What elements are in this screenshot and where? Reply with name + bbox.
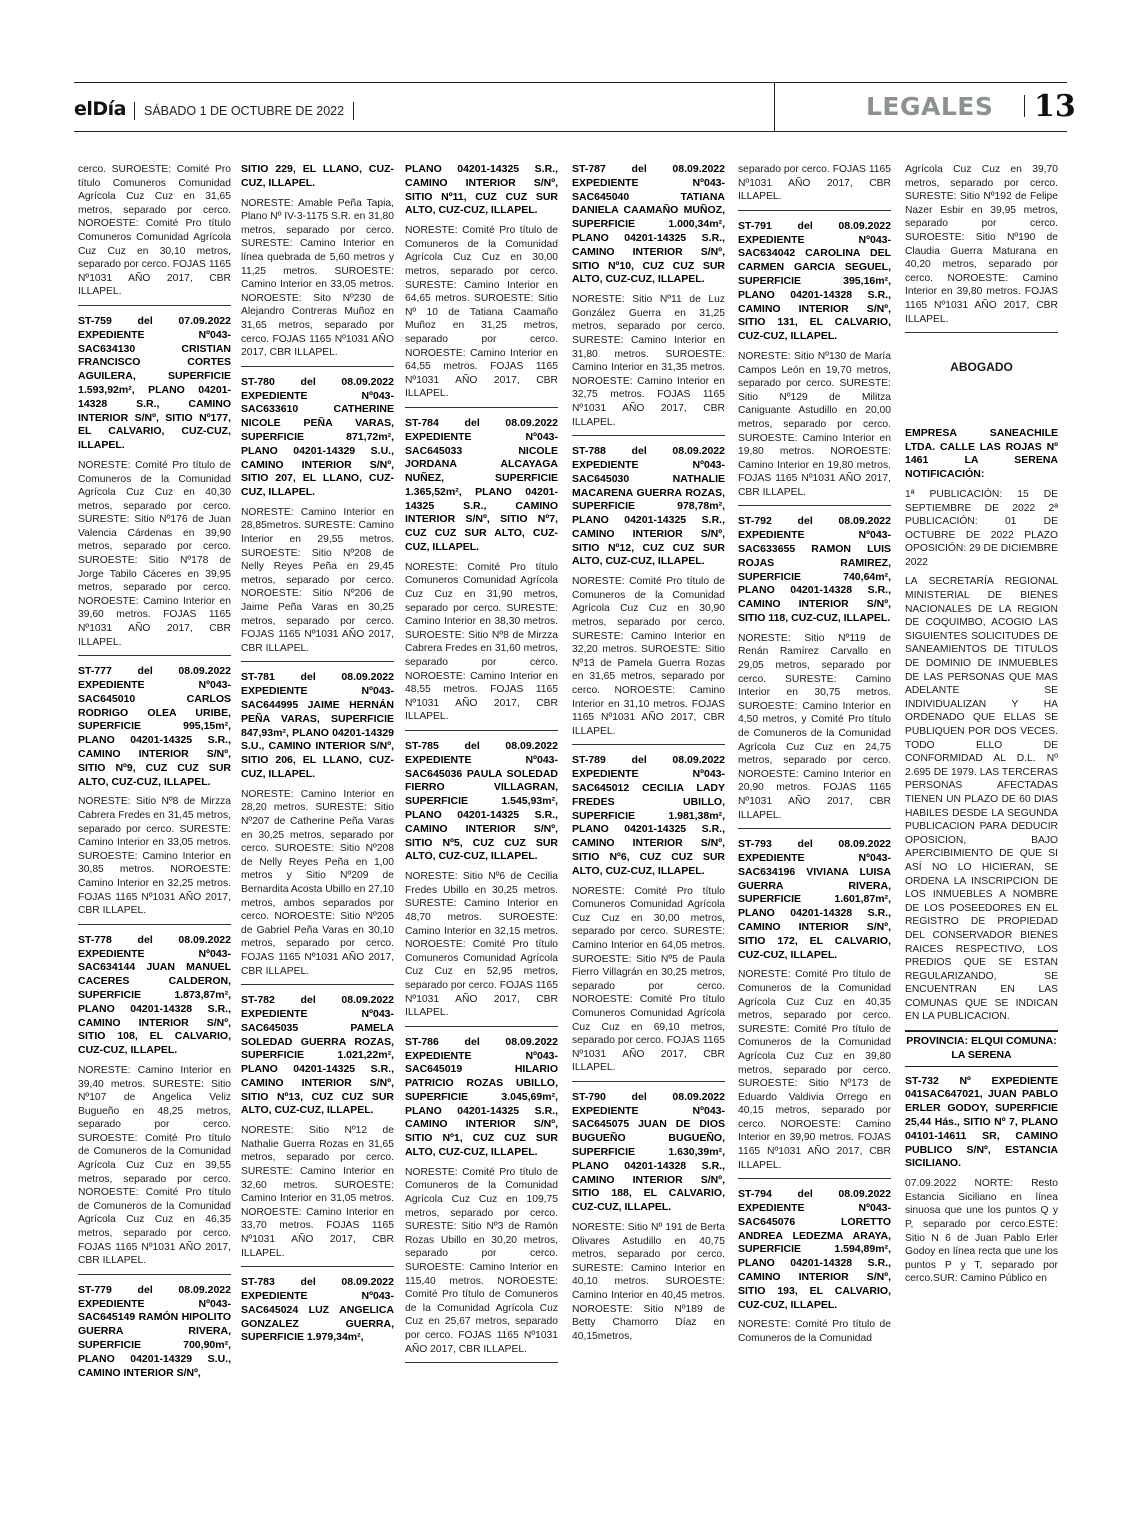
notice-heading: ST-778 del 08.09.2022 EXPEDIENTE Nº043-SAC634144 JUAN MANUEL CACERES CALDERON, SUPERFICIE 1.873,87m², PLANO 04201-14328 S.R., CAMINO INTERIOR S/Nº, SITIO 108, EL CALVARIO, CUZ-CUZ, ILLAPEL.: [78, 933, 231, 1057]
header-divider: [1024, 95, 1025, 117]
notice-heading: ST-783 del 08.09.2022 EXPEDIENTE Nº043-SAC645024 LUZ ANGELICA GONZALEZ GUERRA, SUPERFICIE 1.979,34m²,: [241, 1276, 394, 1344]
notice-divider: [572, 1081, 725, 1082]
notice-body: NORESTE: Sitio Nº 191 de Berta Olivares Astudillo en 40,75 metros, separado por cerco. SURESTE: Camino Interior en 40,10 metros. SUROESTE: Camino Interior en 40,45 metros. NOROESTE: Sitio Nº189 de Betty Chamorro Díaz en 40,15metros,: [572, 1222, 725, 1342]
notice-divider: [241, 1266, 394, 1267]
notice-divider: [78, 924, 231, 925]
notice-heading: ST-781 del 08.09.2022 EXPEDIENTE Nº043-SAC644995 JAIME HERNÁN PEÑA VARAS, SUPERFICIE 847,93m², PLANO 04201-14329 S.U., CAMINO INTERIOR S/Nº, SITIO 206, EL LLANO, CUZ-CUZ, ILLAPEL.: [241, 671, 394, 780]
notice-body: 07.09.2022 NORTE: Resto Estancia Siciliano en línea sinuosa que une los puntos Q y P, separado por cerco.ESTE: Sitio N 6 de Juan Pablo Erler Godoy en línea recta que une los puntos P y T, separado por cerco.SUR: Camino Público en: [905, 1178, 1058, 1285]
notice-heading: ST-786 del 08.09.2022 EXPEDIENTE Nº043-SAC645019 HILARIO PATRICIO ROZAS UBILLO, SUPERFICIE 3.045,69m², PLANO 04201-14325 S.R., CAMINO INTERIOR S/Nº, SITIO Nº1, CUZ CUZ SUR ALTO, CUZ-CUZ, ILLAPEL.: [405, 1035, 558, 1159]
page-header: [74, 82, 1076, 132]
notice-heading: EMPRESA SANEACHILE LTDA. CALLE LAS ROJAS Nº 1461 LA SERENA NOTIFICACIÓN:: [905, 426, 1058, 481]
notice-heading: ST-777 del 08.09.2022 EXPEDIENTE Nº043-SAC645010 CARLOS RODRIGO OLEA URIBE, SUPERFICIE 995,15m², PLANO 04201-14325 S.R., CAMINO INTERIOR S/Nº, SITIO Nº9, CUZ CUZ SUR ALTO, CUZ-CUZ, ILLAPEL.: [78, 665, 231, 788]
notice-heading: ST-782 del 08.09.2022 EXPEDIENTE Nº043-SAC645035 PAMELA SOLEDAD GUERRA ROZAS, SUPERFICIE 1.021,22m², PLANO 04201-14325 S.R., CAMINO INTERIOR S/Nº, SITIO Nº13, CUZ CUZ SUR ALTO, CUZ-CUZ, ILLAPEL.: [241, 994, 394, 1117]
notice-heading: ST-779 del 08.09.2022 EXPEDIENTE Nº043-SAC645149 RAMÓN HIPOLITO GUERRA RIVERA, SUPERFICIE 700,90m², PLANO 04201-14329 S.U., CAMINO INTERIOR S/Nº,: [78, 1283, 231, 1379]
notice-divider: [78, 655, 231, 656]
notice-divider: [738, 505, 891, 506]
header-divider: [134, 102, 135, 120]
notice-body: NORESTE: Camino Interior en 28,85metros. SURESTE: Camino Interior en 29,55 metros. SUROESTE: Sitio Nº208 de Nelly Reyes Peña en 29,45 metros, separado por cerco. NOROESTE: Sitio Nº206 de Jaime Peña Varas en 30,25 metros, separado por cerco. FOJAS 1165 Nº1031 AÑO 2017, CBR ILLAPEL.: [241, 506, 394, 654]
column-4: [572, 163, 725, 1349]
notice-heading: ST-789 del 08.09.2022 EXPEDIENTE Nº043-SAC645012 CECILIA LADY FREDES UBILLO, SUPERFICIE 1.981,38m², PLANO 04201-14325 S.R., CAMINO INTERIOR S/Nº, SITIO Nº6, CUZ CUZ SUR ALTO, CUZ-CUZ, ILLAPEL.: [572, 754, 725, 877]
notice-heading: PLANO 04201-14325 S.R., CAMINO INTERIOR S/Nº, SITIO Nº11, CUZ CUZ SUR ALTO, CUZ-CUZ, ILLAPEL.: [405, 163, 558, 217]
notice-body: NORESTE: Camino Interior en 28,20 metros. SURESTE: Sitio Nº207 de Catherine Peña Varas en 30,25 metros, separado por cerco. SUROESTE: Sitio Nº208 de Nelly Reyes Peña en 1,00 metros y Sitio Nº209 de Bernardita Acosta Ubillo en 27,10 metros, ambos separados por cerco. NOROESTE: Sitio Nº205 de Gabriel Peña Varas en 30,10 metros, separado por cerco. FOJAS 1165 Nº1031 AÑO 2017, CBR ILLAPEL.: [241, 788, 394, 977]
notice-divider: [405, 1362, 558, 1363]
notice-heading: ST-780 del 08.09.2022 EXPEDIENTE Nº043-SAC633610 CATHERINE NICOLE PEÑA VARAS, SUPERFICIE 871,72m², PLANO 04201-14329 S.U., CAMINO INTERIOR S/Nº, SITIO 207, EL LLANO, CUZ-CUZ, ILLAPEL.: [241, 375, 394, 499]
notice-body: NORESTE: Sitio Nº8 de Mirzza Cabrera Fredes en 31,45 metros, separado por cerco. SURESTE: Camino Interior en 33,05 metros. SUROESTE: Camino Interior en 30,85 metros. NOROESTE: Camino Interior en 32,25 metros. FOJAS 1165 Nº1031 AÑO 2017, CBR ILLAPEL.: [78, 796, 231, 917]
column-1: [78, 163, 231, 1386]
province-label: PROVINCIA: ELQUI COMUNA: LA SERENA: [906, 1035, 1057, 1061]
notice-divider: [572, 744, 725, 745]
notice-divider: [241, 984, 394, 985]
notice-divider: [738, 210, 891, 211]
notice-divider: [405, 730, 558, 731]
notice-body: NORESTE: Comité Pro título Comuneros Comunidad Agrícola Cuz Cuz en 30,00 metros, separado por cerco. SURESTE: Camino Interior en 64,05 metros. SUROESTE: Sitio Nº5 de Paula Fierro Villagrán en 30,25 metros, separado por cerco. NOROESTE: Comité Pro título Comuneros Comunidad Agrícola Cuz Cuz en 69,10 metros, separado por cerco. FOJAS 1165 Nº1031 AÑO 2017, CBR ILLAPEL.: [572, 885, 725, 1074]
notice-divider: [78, 305, 231, 306]
province-box: [905, 1030, 1058, 1067]
notice-body: Agrícola Cuz Cuz en 39,70 metros, separado por cerco. SURESTE: Sitio Nº192 de Felipe Nazer Esbir en 39,95 metros, separado por cerco. SUROESTE: Sitio Nº190 de Claudia Guerra Maturana en 40,20 metros, separado por cerco. NOROESTE: Camino Interior en 39,80 metros. FOJAS 1165 Nº1031 AÑO 2017, CBR ILLAPEL.: [905, 164, 1058, 325]
notice-divider: [405, 1026, 558, 1027]
notice-heading: ST-792 del 08.09.2022 EXPEDIENTE Nº043-SAC633655 RAMON LUIS ROJAS RAMIREZ, SUPERFICIE 740,64m², PLANO 04201-14328 S.R., CAMINO INTERIOR S/Nº, SITIO 118, CUZ-CUZ, ILLAPEL.: [738, 515, 891, 625]
notice-body: NORESTE: Sitio Nº12 de Nathalie Guerra Rozas en 31,65 metros, separado por cerco. SURESTE: Camino Interior en 32,60 metros. SUROESTE: Camino Interior en 31,05 metros. NOROESTE: Camino Interior en 33,70 metros. FOJAS 1165 Nº1031 AÑO 2017, CBR ILLAPEL.: [241, 1125, 394, 1259]
notice-divider: [738, 1178, 891, 1179]
notice-body: NORESTE: Comité Pro título de Comuneros de la Comunidad Agrícola Cuz Cuz en 40,30 metros, separado por cerco. SURESTE: Sitio Nº176 de Juan Valencia Cárdenas en 39,90 metros, separado por cerco. SUROESTE: Sitio Nº178 de Jorge Tabilo Cáceres en 39,95 metros, separado por cerco. NOROESTE: Camino Interior en 39,60 metros. FOJAS 1165 Nº1031 AÑO 2017, CBR ILLAPEL.: [78, 459, 231, 648]
notice-heading: ST-784 del 08.09.2022 EXPEDIENTE Nº043-SAC645033 NICOLE JORDANA ALCAYAGA NUÑEZ, SUPERFICIE 1.365,52m², PLANO 04201-14325 S.R., CAMINO INTERIOR S/Nº, SITIO Nº7, CUZ CUZ SUR ALTO, CUZ-CUZ, ILLAPEL.: [405, 416, 558, 554]
notice-body: NORESTE: Comité Pro título de Comuneros de la Comunidad Agrícola Cuz Cuz en 109,75 metros, separado por cerco. SURESTE: Sitio Nº3 de Ramón Rozas Ubillo en 30,20 metros, separado por cerco. SUROESTE: Camino Interior en 115,40 metros. NOROESTE: Comité Pro título de Comuneros de la Comunidad Agrícola Cuz Cuz en 25,67 metros, separado por cerco. FOJAS 1165 Nº1031 AÑO 2017, CBR ILLAPEL.: [405, 1166, 558, 1355]
notice-body: NORESTE: Comité Pro título de Comuneros de la Comunidad Agrícola Cuz Cuz en 30,00 metros, separado por cerco. SURESTE: Camino Interior en 64,65 metros. SUROESTE: Sitio Nº 10 de Tatiana Caamaño Muñoz en 31,25 metros, separado por cerco. NOROESTE: Camino Interior en 64,55 metros. FOJAS 1165 Nº1031 AÑO 2017, CBR ILLAPEL.: [405, 225, 558, 400]
issue-date: SÁBADO 1 DE OCTUBRE DE 2022: [144, 104, 345, 118]
notice-heading: ST-759 del 07.09.2022 EXPEDIENTE Nº043-SAC634130 CRISTIAN FRANCISCO CORTES AGUILERA, SUPERFICIE 1.593,92m², PLANO 04201-14328 S.R., CAMINO INTERIOR S/Nº, SITIO Nº177, EL CALVARIO, CUZ-CUZ, ILLAPEL.: [78, 314, 231, 452]
notice-body: NORESTE: Sitio Nº130 de María Campos León en 19,70 metros, separado por cerco. SURESTE: Sitio Nº129 de Militza Caniguante Astudillo en 20,00 metros, separado por cerco. SUROESTE: Camino Interior en 19,80 metros. NOROESTE: Camino Interior en 19,80 metros. FOJAS 1165 Nº1031 AÑO 2017, CBR ILLAPEL.: [738, 350, 891, 498]
notice-heading: ST-785 del 08.09.2022 EXPEDIENTE Nº043-SAC645036 PAULA SOLEDAD FIERRO VILLAGRAN, SUPERFICIE 1.545,93m², PLANO 04201-14325 S.R., CAMINO INTERIOR S/Nº, SITIO Nº5, CUZ CUZ SUR ALTO, CUZ-CUZ, ILLAPEL.: [405, 740, 558, 863]
category-heading: ABOGADO: [950, 360, 1013, 375]
notice-divider: [78, 1274, 231, 1275]
notice-body: NORESTE: Comité Pro título de Comuneros de la Comunidad Agrícola Cuz Cuz en 30,90 metros, separado por cerco. SURESTE: Camino Interior en 32,20 metros. SUROESTE: Sitio Nº13 de Pamela Guerra Rozas en 31,65 metros, separado por cerco. NOROESTE: Camino Interior en 31,10 metros. FOJAS 1165 Nº1031 AÑO 2017, CBR ILLAPEL.: [572, 576, 725, 737]
column-3: [405, 163, 558, 1372]
notice-body: 1ª PUBLICACIÓN: 15 DE SEPTIEMBRE DE 2022 2ª PUBLICACIÓN: 01 DE OCTUBRE DE 2022 PLAZO OPOSICIÓN: 29 DE DICIEMBRE 2022: [905, 488, 1058, 568]
notice-divider: [241, 661, 394, 662]
notice-heading: ST-791 del 08.09.2022 EXPEDIENTE Nº043-SAC634042 CAROLINA DEL CARMEN GARCIA SEGUEL, SUPERFICIE 395,16m², PLANO 04201-14328 S.R., CAMINO INTERIOR S/Nº, SITIO 131, EL CALVARIO, CUZ-CUZ, ILLAPEL.: [738, 219, 891, 343]
column-5: [738, 163, 891, 1352]
header-divider: [774, 82, 775, 131]
notice-divider: [405, 407, 558, 408]
notice-heading: ST-793 del 08.09.2022 EXPEDIENTE Nº043-SAC634196 VIVIANA LUISA GUERRA RIVERA, SUPERFICIE 1.601,87m², PLANO 04201-14328 S.R., CAMINO INTERIOR S/Nº, SITIO 172, EL CALVARIO, CUZ-CUZ, ILLAPEL.: [738, 838, 891, 961]
notice-body: NORESTE: Comité Pro título de Comuneros de la Comunidad Agrícola Cuz Cuz en 40,35 metros, separado por cerco. SURESTE: Comité Pro título de Comuneros de la Comunidad Agrícola Cuz Cuz en 39,80 metros, separado por cerco. SUROESTE: Sitio Nº173 de Eduardo Valdivia Orrego en 40,15 metros, separado por cerco. NOROESTE: Camino Interior en 39,90 metros. FOJAS 1165 Nº1031 AÑO 2017, CBR ILLAPEL.: [738, 969, 891, 1171]
notice-heading: ST-732 Nº EXPEDIENTE 041SAC647021, JUAN PABLO ERLER GODOY, SUPERFICIE 25,44 Hás., SITIO Nº 7, PLANO 04101-14611 SR, CAMINO PUBLICO S/Nº, ESTANCIA SICILIANO.: [905, 1074, 1058, 1170]
notice-body: NORESTE: Comité Pro título Comuneros Comunidad Agrícola Cuz Cuz en 31,90 metros, separado por cerco. SURESTE: Camino Interior en 38,30 metros. SUROESTE: Sitio Nº8 de Mirzza Cabrera Fredes en 31,60 metros, separado por cerco. NOROESTE: Camino Interior en 48,55 metros. FOJAS 1165 Nº1031 AÑO 2017, CBR ILLAPEL.: [405, 561, 558, 723]
column-2: [241, 163, 394, 1351]
notice-heading: ST-794 del 08.09.2022 EXPEDIENTE Nº043-SAC645076 LORETTO ANDREA LEDEZMA ARAYA, SUPERFICIE 1.594,89m², PLANO 04201-14328 S.R., CAMINO INTERIOR S/Nº, SITIO 193, EL CALVARIO, CUZ-CUZ, ILLAPEL.: [738, 1188, 891, 1311]
notice-heading: ST-787 del 08.09.2022 EXPEDIENTE Nº043-SAC645040 TATIANA DANIELA CAAMAÑO MUÑOZ, SUPERFICIE 1.000,34m², PLANO 04201-14325 S.R., CAMINO INTERIOR S/Nº, SITIO Nº10, CUZ CUZ SUR ALTO, CUZ-CUZ, ILLAPEL.: [572, 163, 725, 286]
notice-divider: [738, 828, 891, 829]
page-number: 13: [1034, 89, 1076, 124]
notice-body: NORESTE: Comité Pro título de Comuneros de la Comunidad: [738, 1319, 891, 1345]
notice-heading: ST-790 del 08.09.2022 EXPEDIENTE Nº043-SAC645075 JUAN DE DIOS BUGUEÑO BUGUEÑO, SUPERFICIE 1.630,39m², PLANO 04201-14328 S.R., CAMINO INTERIOR S/Nº, SITIO 188, EL CALVARIO, CUZ-CUZ, ILLAPEL.: [572, 1090, 725, 1214]
newspaper-logo: elDía: [74, 98, 127, 120]
header-divider: [353, 102, 354, 120]
notice-heading: SITIO 229, EL LLANO, CUZ-CUZ, ILLAPEL.: [241, 163, 394, 189]
notice-divider: [241, 366, 394, 367]
notice-body: LA SECRETARÍA REGIONAL MINISTERIAL DE BIENES NACIONALES DE LA REGION DE COQUIMBO, ACOGIO LAS SIGUIENTES SOLICITUDES DE SANEAMIENTOS DE TITULOS DE DOMINIO DE INMUEBLES DE LAS PERSONAS QUE MAS ADELANTE SE INDIVIDUALIZAN Y HA ORDENADO QUE ELLAS SE PUBLIQUEN POR DOS VECES. TODO ELLO DE CONFORMIDAD AL D.L. Nº 2.695 DE 1979. LAS TERCERAS PERSONAS AFECTADAS TIENEN UN PLAZO DE 60 DIAS HABILES DESDE LA SEGUNDA PUBLICACION PARA DEDUCIR OPOSICION, BAJO APERCIBIMIENTO DE QUE SI ASÍ NO LO HICIERAN, SE ORDENA LA INSCRIPCION DE LOS INMUEBLES A NOMBRE DE LOS POSEEDORES EN EL REGISTRO DE PROPIEDAD DEL CONSERVADOR BIENES RAICES RESPECTIVO, LOS PREDIOS QUE SE ESTAN REGULARIZANDO, SE ENCUENTRAN EN LAS COMUNAS QUE SE INDICAN EN LA PUBLICACION.: [905, 576, 1058, 1023]
notice-heading: ST-788 del 08.09.2022 EXPEDIENTE Nº043-SAC645030 NATHALIE MACARENA GUERRA ROZAS, SUPERFICIE 978,78m², PLANO 04201-14325 S.R., CAMINO INTERIOR S/Nº, SITIO Nº12, CUZ CUZ SUR ALTO, CUZ-CUZ, ILLAPEL.: [572, 445, 725, 568]
notice-body: cerco. SUROESTE: Comité Pro título Comuneros Comunidad Agrícola Cuz Cuz en 31,65 metros, separado por cerco. NOROESTE: Comité Pro título Comuneros Comunidad Agrícola Cuz Cuz en 30,10 metros, separado por cerco. FOJAS 1165 Nº1031 AÑO 2017, CBR ILLAPEL.: [78, 164, 231, 298]
notice-body: NORESTE: Camino Interior en 39,40 metros. SURESTE: Sitio Nº107 de Angelica Veliz Bugueño en 48,25 metros, separado por cerco. SUROESTE: Comité Pro título de Comuneros de la Comunidad Agrícola Cuz Cuz en 39,55 metros, separado por cerco. NOROESTE: Comité Pro título de Comuneros de la Comunidad Agrícola Cuz Cuz en 46,35 metros, separado por cerco. FOJAS 1165 Nº1031 AÑO 2017, CBR ILLAPEL.: [78, 1064, 231, 1267]
notice-body: separado por cerco. FOJAS 1165 Nº1031 AÑO 2017, CBR ILLAPEL.: [738, 164, 891, 203]
column-6: [905, 163, 1058, 1292]
notice-body: NORESTE: Sitio Nº11 de Luz González Guerra en 31,25 metros, separado por cerco. SURESTE: Camino Interior en 31,80 metros. SUROESTE: Camino Interior en 31,35 metros. NOROESTE: Camino Interior en 32,75 metros. FOJAS 1165 Nº1031 AÑO 2017, CBR ILLAPEL.: [572, 294, 725, 428]
notice-divider: [572, 435, 725, 436]
notice-body: NORESTE: Sitio Nº119 de Renán Ramírez Carvallo en 29,05 metros, separado por cerco. SURESTE: Camino Interior en 30,75 metros. SUROESTE: Camino Interior en 4,50 metros, y Comité Pro título de Comuneros de la Comunidad Agrícola Cuz Cuz en 24,75 metros, separado por cerco. NOROESTE: Camino Interior en 20,90 metros. FOJAS 1165 Nº1031 AÑO 2017, CBR ILLAPEL.: [738, 632, 891, 821]
notice-body: NORESTE: Amable Peña Tapia, Plano Nº IV-3-1175 S.R. en 31,80 metros, separado por cerco. SURESTE: Camino Interior en línea quebrada de 5,60 metros y 11,25 metros. SUROESTE: Camino Interior en 33,05 metros. NOROESTE: Sito Nº230 de Alejandro Contreras Muñoz en 31,65 metros, separado por cerco. FOJAS 1165 Nº1031 AÑO 2017, CBR ILLAPEL.: [241, 197, 394, 359]
section-title: LEGALES: [866, 92, 994, 121]
notice-divider: [905, 332, 1058, 333]
notice-body: NORESTE: Sitio Nº6 de Cecilia Fredes Ubillo en 30,25 metros. SURESTE: Camino Interior en 48,70 metros. SUROESTE: Camino Interior en 32,15 metros. NOROESTE: Comité Pro título Comuneros Comunidad Agrícola Cuz Cuz en 52,95 metros, separado por cerco. FOJAS 1165 Nº1031 AÑO 2017, CBR ILLAPEL.: [405, 871, 558, 1019]
